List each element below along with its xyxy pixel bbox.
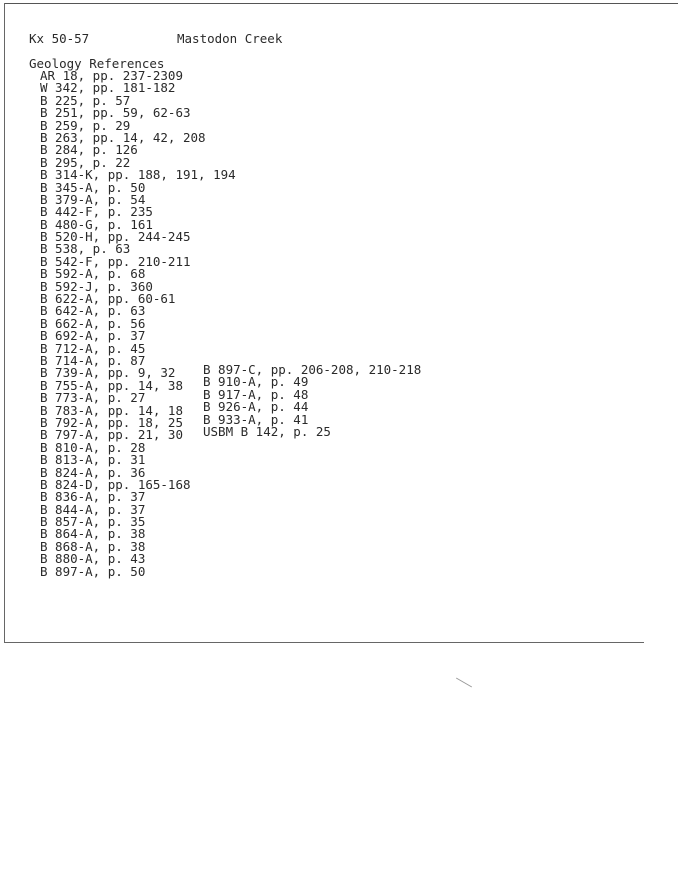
reference-item: B 933-A, p. 41	[203, 411, 309, 427]
stray-mark	[456, 678, 472, 688]
reference-list-left	[40, 70, 236, 578]
reference-list-right	[203, 364, 421, 438]
reference-item: B 857-A, p. 35	[40, 514, 146, 530]
reference-item: B 864-A, p. 38	[40, 526, 146, 542]
reference-item: B 824-A, p. 36	[40, 464, 146, 480]
reference-item: B 692-A, p. 37	[40, 328, 146, 344]
reference-item: B 797-A, pp. 21, 30	[40, 427, 183, 443]
reference-item: B 251, pp. 59, 62-63	[40, 105, 191, 121]
section-heading: Geology References	[29, 56, 165, 71]
reference-item: B 844-A, p. 37	[40, 501, 146, 517]
reference-item: B 897-C, pp. 206-208, 210-218	[203, 362, 422, 377]
reference-item: W 342, pp. 181-182	[40, 80, 176, 96]
reference-item: B 592-J, p. 360	[40, 278, 153, 294]
reference-item: B 259, p. 29	[40, 117, 131, 133]
reference-item: B 263, pp. 14, 42, 208	[40, 129, 206, 145]
reference-item: B 739-A, pp. 9, 32	[40, 365, 176, 381]
reference-item: B 480-G, p. 161	[40, 216, 153, 232]
reference-item: USBM B 142, p. 25	[203, 423, 331, 439]
reference-item: B 345-A, p. 50	[40, 179, 146, 195]
reference-item: B 592-A, p. 68	[40, 266, 146, 282]
reference-item: B 792-A, pp. 18, 25	[40, 414, 183, 430]
record-title: Mastodon Creek	[177, 31, 283, 46]
reference-item: B 284, p. 126	[40, 142, 138, 158]
reference-item: B 714-A, p. 87	[40, 352, 146, 368]
reference-item: B 314-K, pp. 188, 191, 194	[40, 167, 236, 183]
reference-item: B 917-A, p. 48	[203, 386, 309, 402]
reference-item: B 755-A, pp. 14, 38	[40, 377, 183, 393]
card-left-border	[4, 3, 5, 643]
reference-item: B 712-A, p. 45	[40, 340, 146, 356]
card-bottom-border	[4, 642, 644, 643]
reference-item: B 824-D, pp. 165-168	[40, 476, 191, 492]
reference-item: B 897-A, p. 50	[40, 563, 146, 579]
record-id: Kx 50-57	[29, 31, 90, 46]
reference-item: B 810-A, p. 28	[40, 439, 146, 455]
reference-item: B 783-A, pp. 14, 18	[40, 402, 183, 418]
reference-item: B 542-F, pp. 210-211	[40, 253, 191, 269]
reference-item: B 880-A, p. 43	[40, 551, 146, 567]
reference-item: B 442-F, p. 235	[40, 204, 153, 220]
reference-item: B 642-A, p. 63	[40, 303, 146, 319]
reference-item: B 622-A, pp. 60-61	[40, 291, 176, 307]
card-top-border	[4, 3, 678, 4]
reference-item: B 773-A, p. 27	[40, 390, 146, 406]
reference-item: B 836-A, p. 37	[40, 489, 146, 505]
reference-item: B 813-A, p. 31	[40, 452, 146, 468]
reference-item: B 910-A, p. 49	[203, 374, 309, 390]
reference-item: B 662-A, p. 56	[40, 315, 146, 331]
reference-item: AR 18, pp. 237-2309	[40, 68, 183, 83]
reference-item: B 379-A, p. 54	[40, 191, 146, 207]
reference-item: B 225, p. 57	[40, 92, 131, 108]
reference-item: B 295, p. 22	[40, 154, 131, 170]
reference-item: B 868-A, p. 38	[40, 538, 146, 554]
reference-item: B 520-H, pp. 244-245	[40, 229, 191, 245]
reference-item: B 926-A, p. 44	[203, 399, 309, 415]
reference-item: B 538, p. 63	[40, 241, 131, 257]
